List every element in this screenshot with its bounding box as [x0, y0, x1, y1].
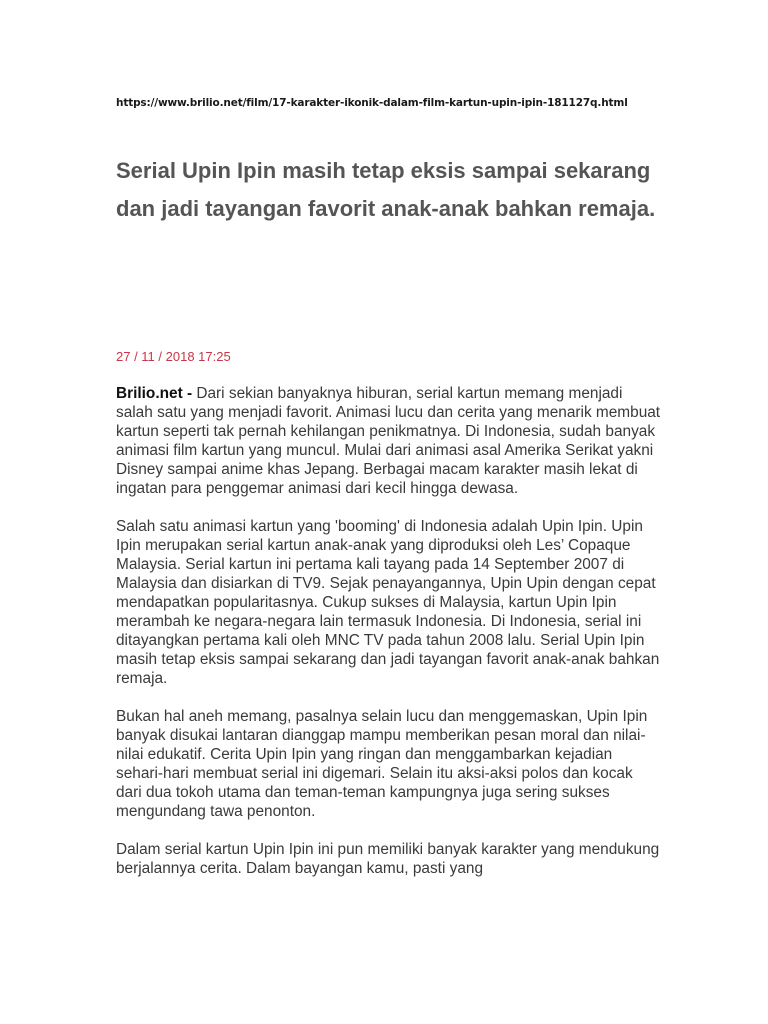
source-url[interactable]: https://www.brilio.net/film/17-karakter-ikonik-dalam-film-kartun-upin-ipin-181127q.html	[116, 97, 628, 109]
paragraph-1	[116, 384, 661, 498]
publish-date: 27 / 11 / 2018 17:25	[116, 349, 231, 364]
article-headline: Serial Upin Ipin masih tetap eksis sampai sekarang dan jadi tayangan favorit anak-anak bahkan remaja.	[116, 158, 656, 221]
article-body	[116, 384, 661, 897]
paragraph-1-text: Dari sekian banyaknya hiburan, serial kartun memang menjadi salah satu yang menjadi favorit. Animasi lucu dan cerita yang menarik membuat kartun seperti tak pernah kehilangan penikmatnya. Di Indonesia, sudah banyak animasi film kartun yang muncul. Mulai dari animasi asal Amerika Serikat yakni Disney sampai anime khas Jepang. Berbagai macam karakter masih lekat di ingatan para penggemar animasi dari kecil hingga dewasa.	[116, 385, 661, 497]
source-label: Brilio.net -	[116, 385, 193, 402]
paragraph-3: Bukan hal aneh memang, pasalnya selain lucu dan menggemaskan, Upin Ipin banyak disukai lantaran dianggap mampu memberikan pesan moral dan nilai-nilai edukatif. Cerita Upin Ipin yang ringan dan menggambarkan kejadian sehari-hari membuat serial ini digemari. Selain itu aksi-aksi polos dan kocak dari dua tokoh utama dan teman-teman kampungnya juga sering sukses mengundang tawa penonton.	[116, 708, 648, 820]
paragraph-2: Salah satu animasi kartun yang 'booming' di Indonesia adalah Upin Ipin. Upin Ipin merupakan serial kartun anak-anak yang diproduksi oleh Les’ Copaque Malaysia. Serial kartun ini pertama kali tayang pada 14 September 2007 di Malaysia dan disiarkan di TV9. Sejak penayangannya, Upin Upin dengan cepat mendapatkan popularitasnya. Cukup sukses di Malaysia, kartun Upin Ipin merambah ke negara-negara lain termasuk Indonesia. Di Indonesia, serial ini ditayangkan pertama kali oleh MNC TV pada tahun 2008 lalu. Serial Upin Ipin masih tetap eksis sampai sekarang dan jadi tayangan favorit anak-anak bahkan remaja.	[116, 518, 660, 687]
paragraph-4: Dalam serial kartun Upin Ipin ini pun memiliki banyak karakter yang mendukung berjalannya cerita. Dalam bayangan kamu, pasti yang	[116, 841, 660, 877]
